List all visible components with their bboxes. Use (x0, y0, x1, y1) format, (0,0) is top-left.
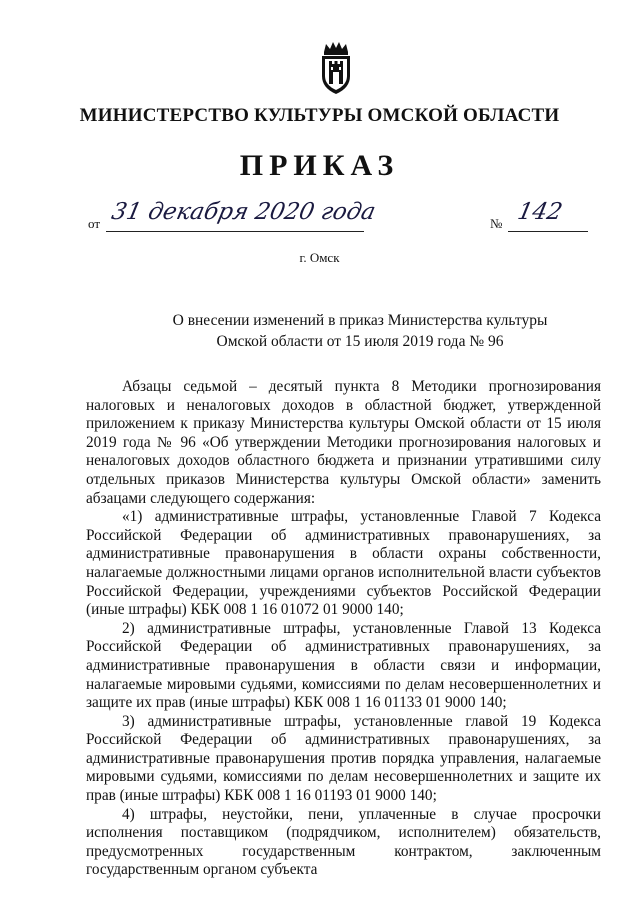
document-body (86, 378, 601, 880)
date-field (106, 199, 378, 232)
subject-line: О внесении изменений в приказ Министерства культуры (172, 312, 548, 329)
document-subject (100, 310, 620, 352)
coat-of-arms-icon (316, 40, 356, 96)
handwritten-date: 31 декабря 2020 года (109, 199, 378, 225)
body-paragraph: «1) административные штрафы, установленные Главой 7 Кодекса Российской Федерации об административных правонарушениях, за административные правонарушения в области охраны собственности, налагаемые должностными лицами органов исполнительной власти субъектов Российской Федерации, учреждениями субъектов Российской Федерации (иные штрафы) КБК 008 1 16 01072 01 9000 140; (86, 508, 601, 619)
subject-line: Омской области от 15 июля 2019 года № 96 (216, 333, 504, 350)
ministry-name: МИНИСТЕРСТВО КУЛЬТУРЫ ОМСКОЙ ОБЛАСТИ (79, 105, 560, 126)
number-label: № (490, 216, 503, 231)
number-field (508, 199, 588, 232)
date-from-label: от (88, 216, 101, 231)
body-paragraph: 4) штрафы, неустойки, пени, уплаченные в случае просрочки исполнения поставщиком (подрядчиком, исполнителем) обязательств, предусмотренных государственным контрактом, заключенным государственным органом субъекта (86, 805, 601, 879)
city-label: г. Омск (299, 250, 340, 265)
date-number-line (88, 199, 588, 233)
document-type-title: ПРИКАЗ (239, 149, 400, 182)
handwritten-number: 142 (515, 199, 565, 225)
body-paragraph: Абзацы седьмой – десятый пункта 8 Методики прогнозирования налоговых и неналоговых доходов в областной бюджет, утвержденной приложением к приказу Министерства культуры Омской области от 15 июля 2019 года № 96 «Об утверждении Методики прогнозирования налоговых и неналоговых доходов областного бюджета и признании утратившими силу отдельных приказов Министерства культуры Омской области» заменить абзацами следующего содержания: (86, 378, 601, 507)
body-paragraph: 3) административные штрафы, установленные главой 19 Кодекса Российской Федерации об административных правонарушениях, за административные правонарушения против порядка управления, налагаемые мировыми судьями, комиссиями по делам несовершеннолетних и защите их прав (иные штрафы) КБК 008 1 16 01193 01 9000 140; (86, 712, 601, 805)
body-paragraph: 2) административные штрафы, установленные Главой 13 Кодекса Российской Федерации об административных правонарушениях, за административные правонарушения в области связи и информации, налагаемые мировыми судьями, комиссиями по делам несовершеннолетних и защите их прав (иные штрафы) КБК 008 1 16 01133 01 9000 140; (86, 619, 601, 712)
